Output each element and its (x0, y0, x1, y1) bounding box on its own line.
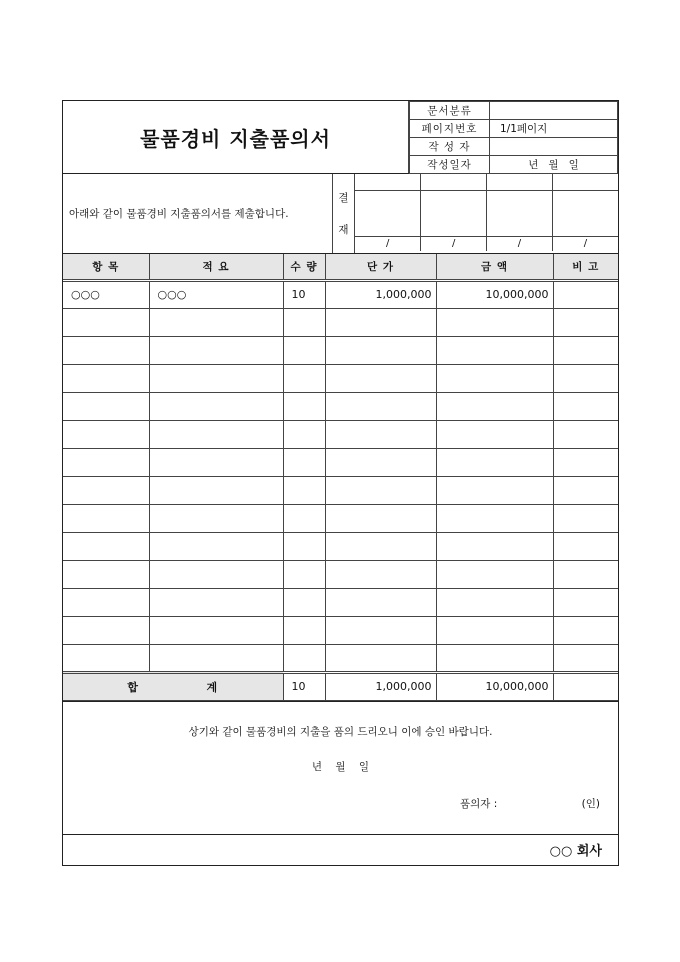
empty-cell (553, 588, 618, 616)
empty-cell (63, 336, 149, 364)
total-row (63, 672, 618, 700)
col-header-amount: 금 액 (436, 254, 553, 280)
empty-cell (436, 504, 553, 532)
approval-label-top: 결 (338, 192, 349, 205)
col-header-qty: 수 량 (283, 254, 325, 280)
empty-cell (325, 616, 436, 644)
empty-cell (149, 364, 283, 392)
meta-row (410, 102, 618, 120)
empty-cell (325, 448, 436, 476)
cell-desc: ○○○ (149, 280, 283, 308)
table-row (63, 560, 618, 588)
approver-sign-cell (355, 190, 421, 236)
total-note (553, 672, 618, 700)
empty-cell (63, 644, 149, 672)
approver-date-cell: / (355, 236, 421, 251)
col-header-unit-price: 단 가 (325, 254, 436, 280)
empty-cell (63, 364, 149, 392)
col-header-desc: 적 요 (149, 254, 283, 280)
empty-cell (149, 308, 283, 336)
empty-cell (63, 588, 149, 616)
empty-cell (283, 336, 325, 364)
cell-qty: 10 (283, 280, 325, 308)
empty-cell (436, 392, 553, 420)
total-unit-price: 1,000,000 (325, 672, 436, 700)
col-header-item: 항 목 (63, 254, 149, 280)
empty-cell (63, 616, 149, 644)
empty-cell (283, 364, 325, 392)
table-row (63, 616, 618, 644)
empty-cell (553, 644, 618, 672)
meta-value (490, 102, 618, 120)
empty-cell (63, 448, 149, 476)
approver-title-cell (552, 174, 618, 190)
cell-unit-price: 1,000,000 (325, 280, 436, 308)
empty-cell (553, 532, 618, 560)
empty-cell (553, 392, 618, 420)
table-row (63, 336, 618, 364)
empty-cell (283, 616, 325, 644)
table-row (63, 588, 618, 616)
table-row (63, 392, 618, 420)
empty-cell (149, 588, 283, 616)
empty-cell (553, 448, 618, 476)
empty-cell (63, 504, 149, 532)
empty-cell (553, 616, 618, 644)
approver-title-cell (421, 174, 487, 190)
col-header-note: 비 고 (553, 254, 618, 280)
approval-request (63, 701, 618, 834)
approval-label-bottom: 재 (338, 223, 349, 236)
approver-title-cell (487, 174, 553, 190)
table-row (63, 644, 618, 672)
empty-cell (325, 504, 436, 532)
table-row (63, 280, 618, 308)
form-header (63, 101, 618, 174)
empty-cell (283, 504, 325, 532)
approver-date-cell: / (487, 236, 553, 251)
empty-cell (149, 476, 283, 504)
empty-cell (436, 560, 553, 588)
table-row (63, 448, 618, 476)
approver-sign-cell (487, 190, 553, 236)
empty-cell (436, 588, 553, 616)
empty-cell (325, 588, 436, 616)
proposer-line (460, 796, 600, 811)
empty-cell (283, 308, 325, 336)
empty-cell (325, 308, 436, 336)
empty-cell (436, 308, 553, 336)
table-row (63, 504, 618, 532)
empty-cell (149, 532, 283, 560)
cell-item: ○○○ (63, 280, 149, 308)
approval-section (63, 174, 618, 254)
meta-key: 페이지번호 (410, 120, 490, 138)
empty-cell (283, 644, 325, 672)
empty-cell (63, 392, 149, 420)
cell-note (553, 280, 618, 308)
table-row (63, 420, 618, 448)
empty-cell (436, 616, 553, 644)
empty-cell (553, 560, 618, 588)
empty-cell (325, 364, 436, 392)
empty-cell (283, 476, 325, 504)
cell-amount: 10,000,000 (436, 280, 553, 308)
approval-text: 아래와 같이 물품경비 지출품의서를 제출합니다. (63, 174, 333, 253)
empty-rows (63, 308, 618, 672)
empty-cell (436, 644, 553, 672)
meta-key: 작성일자 (410, 156, 490, 174)
empty-cell (149, 504, 283, 532)
form-title: 물품경비 지출품의서 (63, 101, 409, 173)
empty-cell (63, 560, 149, 588)
table-row (63, 532, 618, 560)
meta-row (410, 138, 618, 156)
company-name: ○○ 회사 (63, 834, 618, 865)
empty-cell (149, 560, 283, 588)
empty-cell (436, 420, 553, 448)
empty-cell (149, 392, 283, 420)
empty-cell (325, 336, 436, 364)
document-meta (409, 101, 618, 173)
request-statement: 상기와 같이 물품경비의 지출을 품의 드리오니 이에 승인 바랍니다. (188, 725, 493, 738)
empty-cell (553, 420, 618, 448)
empty-cell (63, 308, 149, 336)
empty-cell (553, 504, 618, 532)
empty-cell (149, 448, 283, 476)
approver-sign-cell (552, 190, 618, 236)
approver-title-cell (355, 174, 421, 190)
empty-cell (325, 532, 436, 560)
empty-cell (553, 476, 618, 504)
approver-date-cell: / (421, 236, 487, 251)
approver-date-cell: / (552, 236, 618, 251)
total-qty: 10 (283, 672, 325, 700)
empty-cell (553, 336, 618, 364)
meta-key: 문서분류 (410, 102, 490, 120)
meta-row (410, 156, 618, 174)
proposer-label: 품의자 : (460, 797, 498, 810)
empty-cell (149, 420, 283, 448)
empty-cell (283, 560, 325, 588)
items-table (63, 254, 618, 701)
table-row (63, 476, 618, 504)
empty-cell (553, 308, 618, 336)
total-label: 합 계 (63, 672, 283, 700)
empty-cell (63, 532, 149, 560)
empty-cell (436, 532, 553, 560)
meta-row (410, 120, 618, 138)
empty-cell (63, 476, 149, 504)
empty-cell (283, 420, 325, 448)
empty-cell (325, 392, 436, 420)
empty-cell (63, 420, 149, 448)
table-row (63, 308, 618, 336)
total-amount: 10,000,000 (436, 672, 553, 700)
empty-cell (436, 448, 553, 476)
meta-value: 1/1페이지 (490, 120, 618, 138)
empty-cell (553, 364, 618, 392)
proposer-seal: (인) (581, 797, 600, 810)
expense-form (62, 100, 619, 866)
empty-cell (149, 616, 283, 644)
table-row (63, 364, 618, 392)
empty-cell (436, 476, 553, 504)
meta-value (490, 138, 618, 156)
empty-cell (283, 448, 325, 476)
meta-key: 작 성 자 (410, 138, 490, 156)
request-date: 년 월 일 (311, 760, 370, 773)
meta-value: 년 월 일 (490, 156, 618, 174)
empty-cell (283, 588, 325, 616)
approval-label (333, 174, 355, 253)
approver-sign-cell (421, 190, 487, 236)
empty-cell (436, 336, 553, 364)
empty-cell (149, 644, 283, 672)
empty-cell (283, 392, 325, 420)
empty-cell (325, 420, 436, 448)
approval-grid (355, 174, 618, 253)
empty-cell (436, 364, 553, 392)
empty-cell (325, 560, 436, 588)
empty-cell (283, 532, 325, 560)
empty-cell (325, 644, 436, 672)
empty-cell (325, 476, 436, 504)
items-header-row (63, 254, 618, 280)
empty-cell (149, 336, 283, 364)
